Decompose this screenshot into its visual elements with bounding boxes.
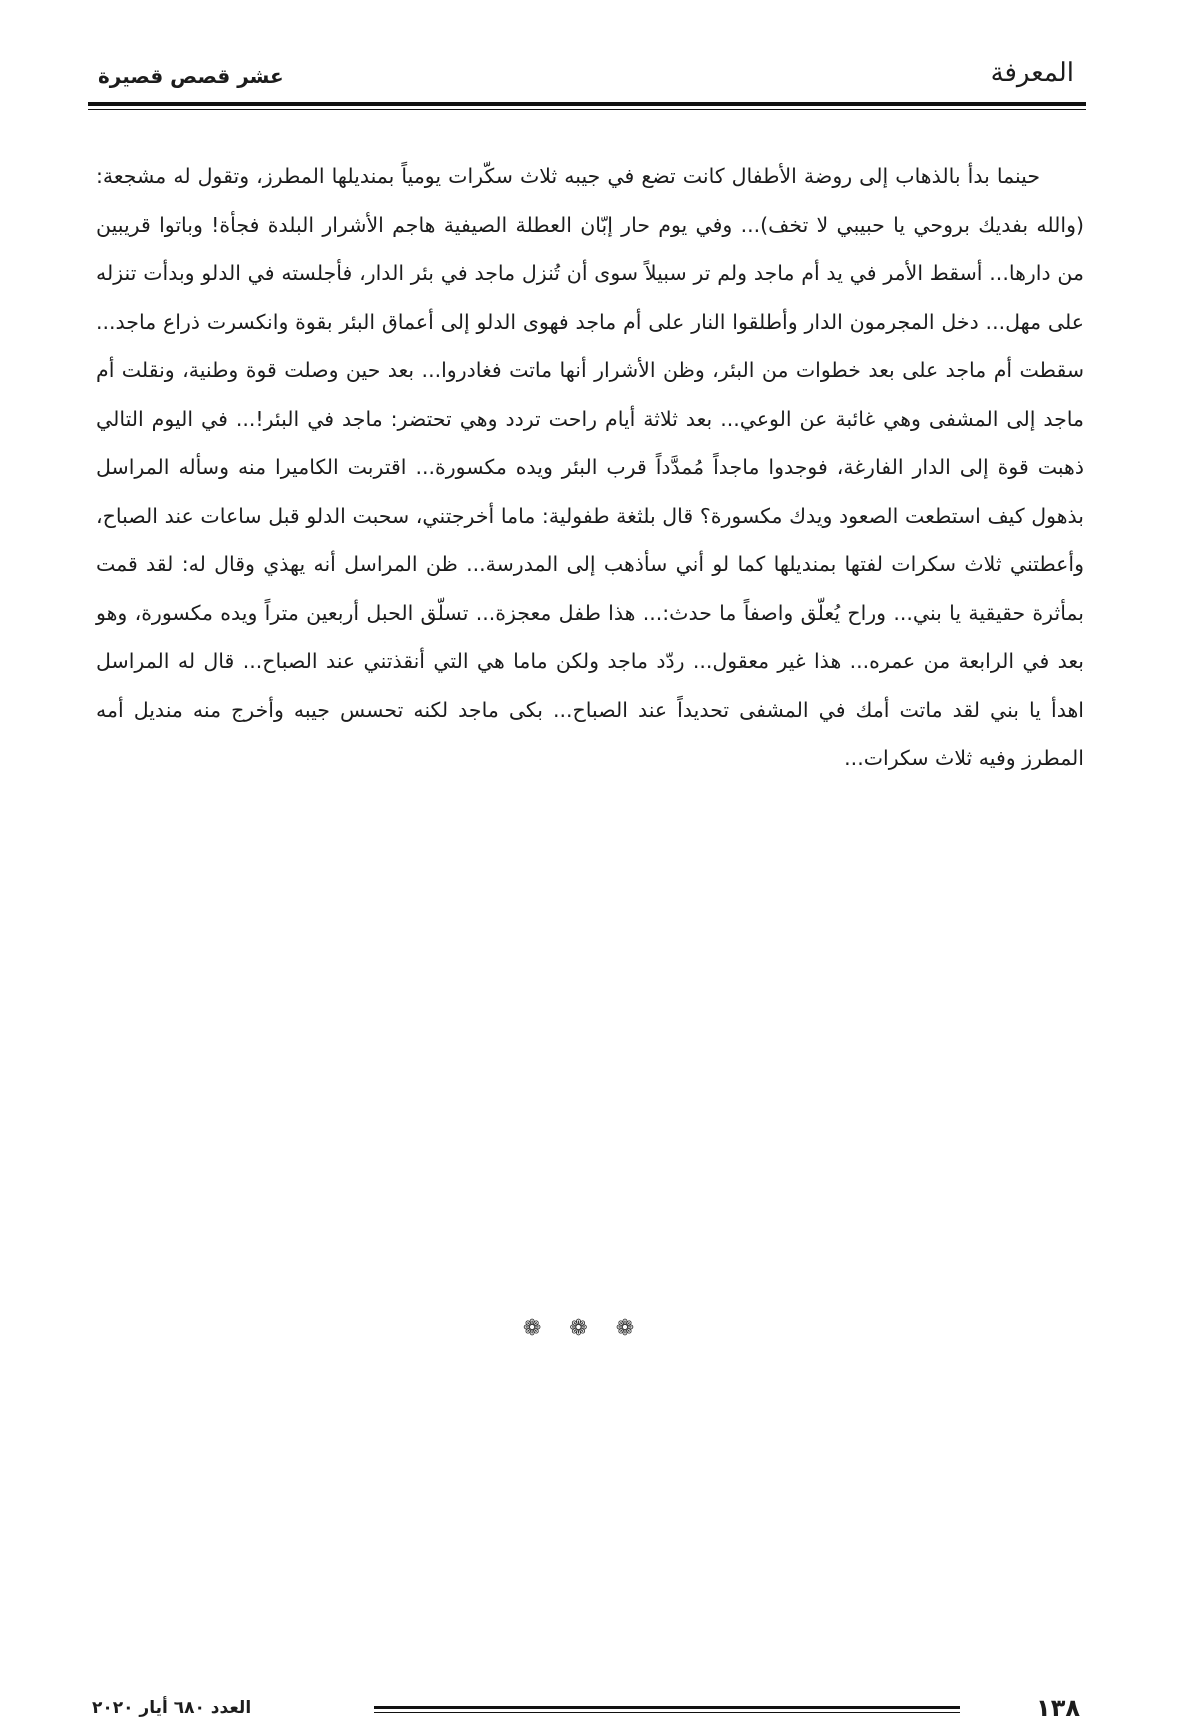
magazine-logo: المعرفة xyxy=(990,58,1074,88)
section-title: عشر قصص قصيرة xyxy=(98,64,284,88)
header-rule xyxy=(88,102,1086,106)
flower-ornament-icon: ❁ xyxy=(569,1316,616,1341)
flower-ornament-icon: ❁ xyxy=(615,1316,663,1341)
article-body xyxy=(96,152,1084,783)
page-number: ١٣٨ xyxy=(1036,1694,1080,1722)
article-paragraph: حينما بدأ بالذهاب إلى روضة الأطفال كانت تضع في جيبه ثلاث سكّرات يومياً بمنديلها المطرز، وتقول له مشجعة: (والله بفديك بروحي يا حبيبي لا تخف)... وفي يوم حار إبّان العطلة الصيفية هاجم الأشرار البلدة فجأة! وباتوا قريبين من دارها... أسقط الأمر في يد أم ماجد ولم تر سبيلاً سوى أن تُنزل ماجد في بئر الدار، فأجلسته في الدلو وبدأت تنزله على مهل... دخل المجرمون الدار وأطلقوا النار على أم ماجد فهوى الدلو إلى أعماق البئر بقوة وانكسرت ذراع ماجد... سقطت أم ماجد على بعد خطوات من البئر، وظن الأشرار أنها ماتت فغادروا... بعد حين وصلت قوة وطنية، ونقلت أم ماجد إلى المشفى وهي غائبة عن الوعي... بعد ثلاثة أيام راحت تردد وهي تحتضر: ماجد في البئر!... في اليوم التالي ذهبت قوة إلى الدار الفارغة، فوجدوا ماجداً مُمدَّداً قرب البئر ويده مكسورة... اقتربت الكاميرا منه وسأله المراسل بذهول كيف استطعت الصعود ويدك مكسورة؟ قال بلثغة طفولية: ماما أخرجتني، سحبت الدلو قبل ساعات عند الصباح، وأعطتني ثلاث سكرات لفتها بمنديلها كما لو أني سأذهب إلى المدرسة... ظن المراسل أنه يهذي وقال له: لقد قمت بمأثرة حقيقية يا بني... وراح يُعلّق واصفاً ما حدث:... هذا طفل معجزة... تسلّق الحبل أربعين متراً ويده مكسورة، وهو بعد في الرابعة من عمره... هذا غير معقول... ردّد ماجد ولكن ماما هي التي أنقذتني عند الصباح... قال له المراسل اهدأ يا بني لقد ماتت أمك في المشفى تحديداً عند الصباح... بكى ماجد لكنه تحسس جيبه وأخرج منه منديل أمه المطرز وفيه ثلاث سكرات... xyxy=(96,164,1084,770)
footer-rule-thin xyxy=(374,1712,960,1713)
footer-rule xyxy=(374,1706,960,1709)
issue-label: العدد ٦٨٠ أيار ٢٠٢٠ xyxy=(92,1698,252,1718)
page-footer xyxy=(88,1694,1086,1728)
flower-ornament-icon: ❁ xyxy=(522,1316,570,1341)
page-header xyxy=(88,56,1086,106)
section-ornament xyxy=(0,1316,1185,1341)
header-rule-thin xyxy=(88,109,1086,110)
